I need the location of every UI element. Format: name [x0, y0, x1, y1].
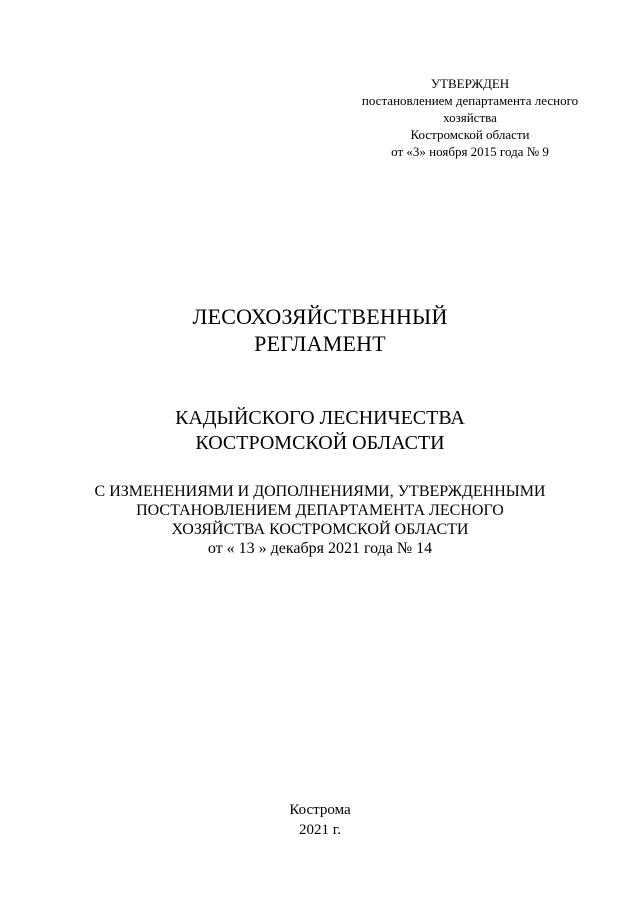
approval-line: постановлением департамента лесного — [361, 93, 579, 108]
amendments-line: ПОСТАНОВЛЕНИЕМ ДЕПАРТАМЕНТА ЛЕСНОГО — [136, 502, 504, 519]
amendments-block — [0, 482, 640, 558]
approval-block — [340, 75, 600, 160]
subtitle-line: КАДЫЙСКОГО ЛЕСНИЧЕСТВА — [175, 407, 465, 429]
approval-line: хозяйства — [443, 110, 497, 125]
amendments-line: С ИЗМЕНЕНИЯМИ И ДОПОЛНЕНИЯМИ, УТВЕРЖДЕННЫМИ — [94, 483, 546, 500]
amendments-line: ХОЗЯЙСТВА КОСТРОМСКОЙ ОБЛАСТИ — [171, 521, 469, 538]
approval-date-line: от «3» ноября 2015 года № 9 — [391, 144, 549, 159]
city-name: Кострома — [289, 802, 351, 818]
title-line: ЛЕСОХОЗЯЙСТВЕННЫЙ — [192, 304, 448, 329]
place-and-year — [0, 800, 640, 840]
approval-line: Костромской области — [410, 127, 530, 142]
title-line: РЕГЛАМЕНТ — [254, 331, 386, 356]
amendments-date-line: от « 13 » декабря 2021 года № 14 — [207, 540, 433, 557]
document-subtitle — [0, 406, 640, 456]
subtitle-line: КОСТРОМСКОЙ ОБЛАСТИ — [195, 432, 445, 454]
approval-heading: УТВЕРЖДЕН — [430, 76, 510, 91]
year: 2021 г. — [299, 822, 341, 838]
document-title — [0, 303, 640, 357]
